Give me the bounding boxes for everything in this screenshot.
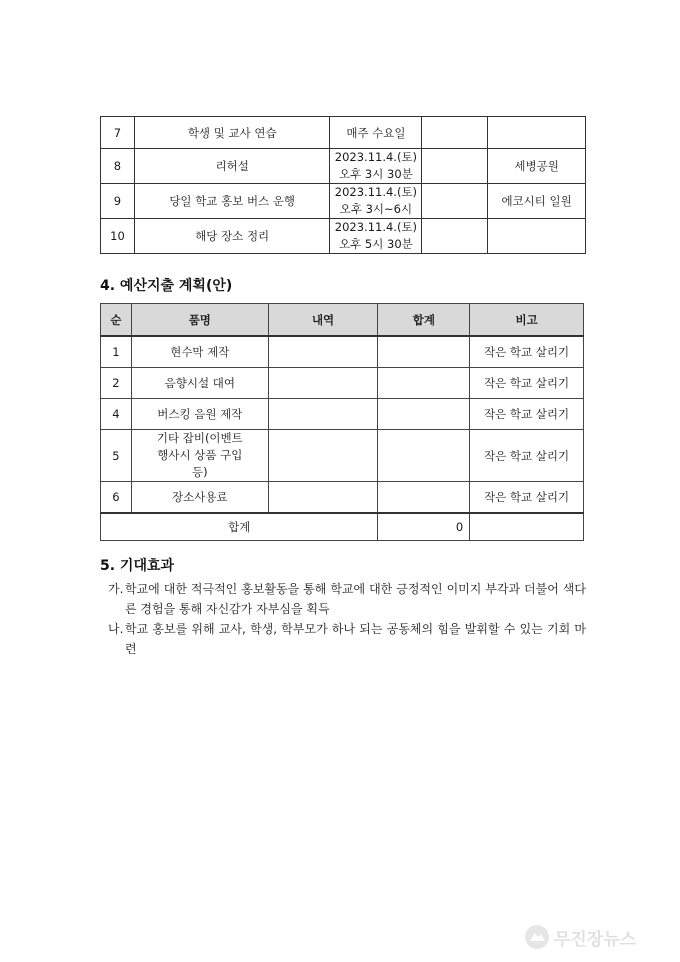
effect-text: 학교 홍보를 위해 교사, 학생, 학부모가 하나 되는 공동체의 힘을 발휘할 수 있는 기회 마련: [125, 622, 586, 656]
budget-no: 2: [101, 368, 132, 399]
table-row: [101, 482, 584, 514]
schedule-note-1: [422, 117, 488, 149]
table-row: [101, 117, 586, 149]
budget-item: 기타 잡비(이벤트 행사시 상품 구입 등): [131, 430, 268, 482]
effect-list: [108, 579, 586, 659]
table-row: [101, 430, 584, 482]
budget-total-row: [101, 513, 584, 541]
effect-heading: 5. 기대효과: [100, 558, 175, 574]
table-row: [101, 368, 584, 399]
effect-mark: 가.: [108, 582, 124, 596]
header-no: 순: [101, 304, 132, 337]
schedule-note-2: 세병공원: [488, 149, 586, 184]
budget-sum: [378, 399, 470, 430]
schedule-task: 리허설: [134, 149, 330, 184]
header-sum: 합계: [378, 304, 470, 337]
budget-no: 4: [101, 399, 132, 430]
list-item: [108, 579, 586, 619]
budget-no: 1: [101, 336, 132, 368]
watermark-text: 무진장뉴스: [554, 929, 637, 950]
table-row: [101, 399, 584, 430]
schedule-task: 학생 및 교사 연습: [134, 117, 330, 149]
schedule-no: 7: [101, 117, 135, 149]
budget-detail: [268, 430, 378, 482]
header-detail: 내역: [268, 304, 378, 337]
table-row: [101, 336, 584, 368]
table-row: [101, 219, 586, 254]
budget-item: 음향시설 대여: [131, 368, 268, 399]
budget-item: 버스킹 음원 제작: [131, 399, 268, 430]
budget-note: 작은 학교 살리기: [470, 368, 584, 399]
budget-sum: [378, 482, 470, 514]
header-item: 품명: [131, 304, 268, 337]
schedule-note-2: 에코시티 일원: [488, 184, 586, 219]
schedule-note-1: [422, 184, 488, 219]
budget-total-value: 0: [378, 513, 470, 541]
header-note: 비고: [470, 304, 584, 337]
budget-note: 작은 학교 살리기: [470, 482, 584, 514]
schedule-no: 8: [101, 149, 135, 184]
budget-item: 현수막 제작: [131, 336, 268, 368]
budget-note: 작은 학교 살리기: [470, 430, 584, 482]
budget-total-label: 합계: [101, 513, 378, 541]
budget-no: 5: [101, 430, 132, 482]
budget-sum: [378, 430, 470, 482]
budget-note: 작은 학교 살리기: [470, 399, 584, 430]
schedule-no: 10: [101, 219, 135, 254]
budget-detail: [268, 482, 378, 514]
schedule-note-1: [422, 219, 488, 254]
schedule-date: 2023.11.4.(토) 오후 5시 30분: [330, 219, 422, 254]
budget-total-note: [470, 513, 584, 541]
schedule-note-2: [488, 117, 586, 149]
watermark-logo-icon: [524, 924, 550, 950]
watermark: [524, 922, 672, 952]
budget-detail: [268, 399, 378, 430]
budget-sum: [378, 368, 470, 399]
budget-heading: 4. 예산지출 계획(안): [100, 278, 233, 294]
schedule-note-1: [422, 149, 488, 184]
budget-detail: [268, 336, 378, 368]
table-row: [101, 149, 586, 184]
schedule-table: [100, 116, 586, 254]
budget-item: 장소사용료: [131, 482, 268, 514]
effect-mark: 나.: [108, 622, 124, 636]
table-row: [101, 184, 586, 219]
schedule-note-2: [488, 219, 586, 254]
schedule-date: 2023.11.4.(토) 오후 3시 30분: [330, 149, 422, 184]
budget-detail: [268, 368, 378, 399]
budget-note: 작은 학교 살리기: [470, 336, 584, 368]
schedule-date: 2023.11.4.(토) 오후 3시~6시: [330, 184, 422, 219]
schedule-date: 매주 수요일: [330, 117, 422, 149]
budget-header-row: [101, 304, 584, 337]
schedule-task: 해당 장소 정리: [134, 219, 330, 254]
list-item: [108, 619, 586, 659]
schedule-task: 당일 학교 홍보 버스 운행: [134, 184, 330, 219]
schedule-no: 9: [101, 184, 135, 219]
budget-no: 6: [101, 482, 132, 514]
effect-text: 학교에 대한 적극적인 홍보활동을 통해 학교에 대한 긍정적인 이미지 부각과 더불어 색다른 경험을 통해 자신감가 자부심을 획득: [125, 582, 586, 616]
budget-sum: [378, 336, 470, 368]
budget-table: [100, 303, 584, 541]
